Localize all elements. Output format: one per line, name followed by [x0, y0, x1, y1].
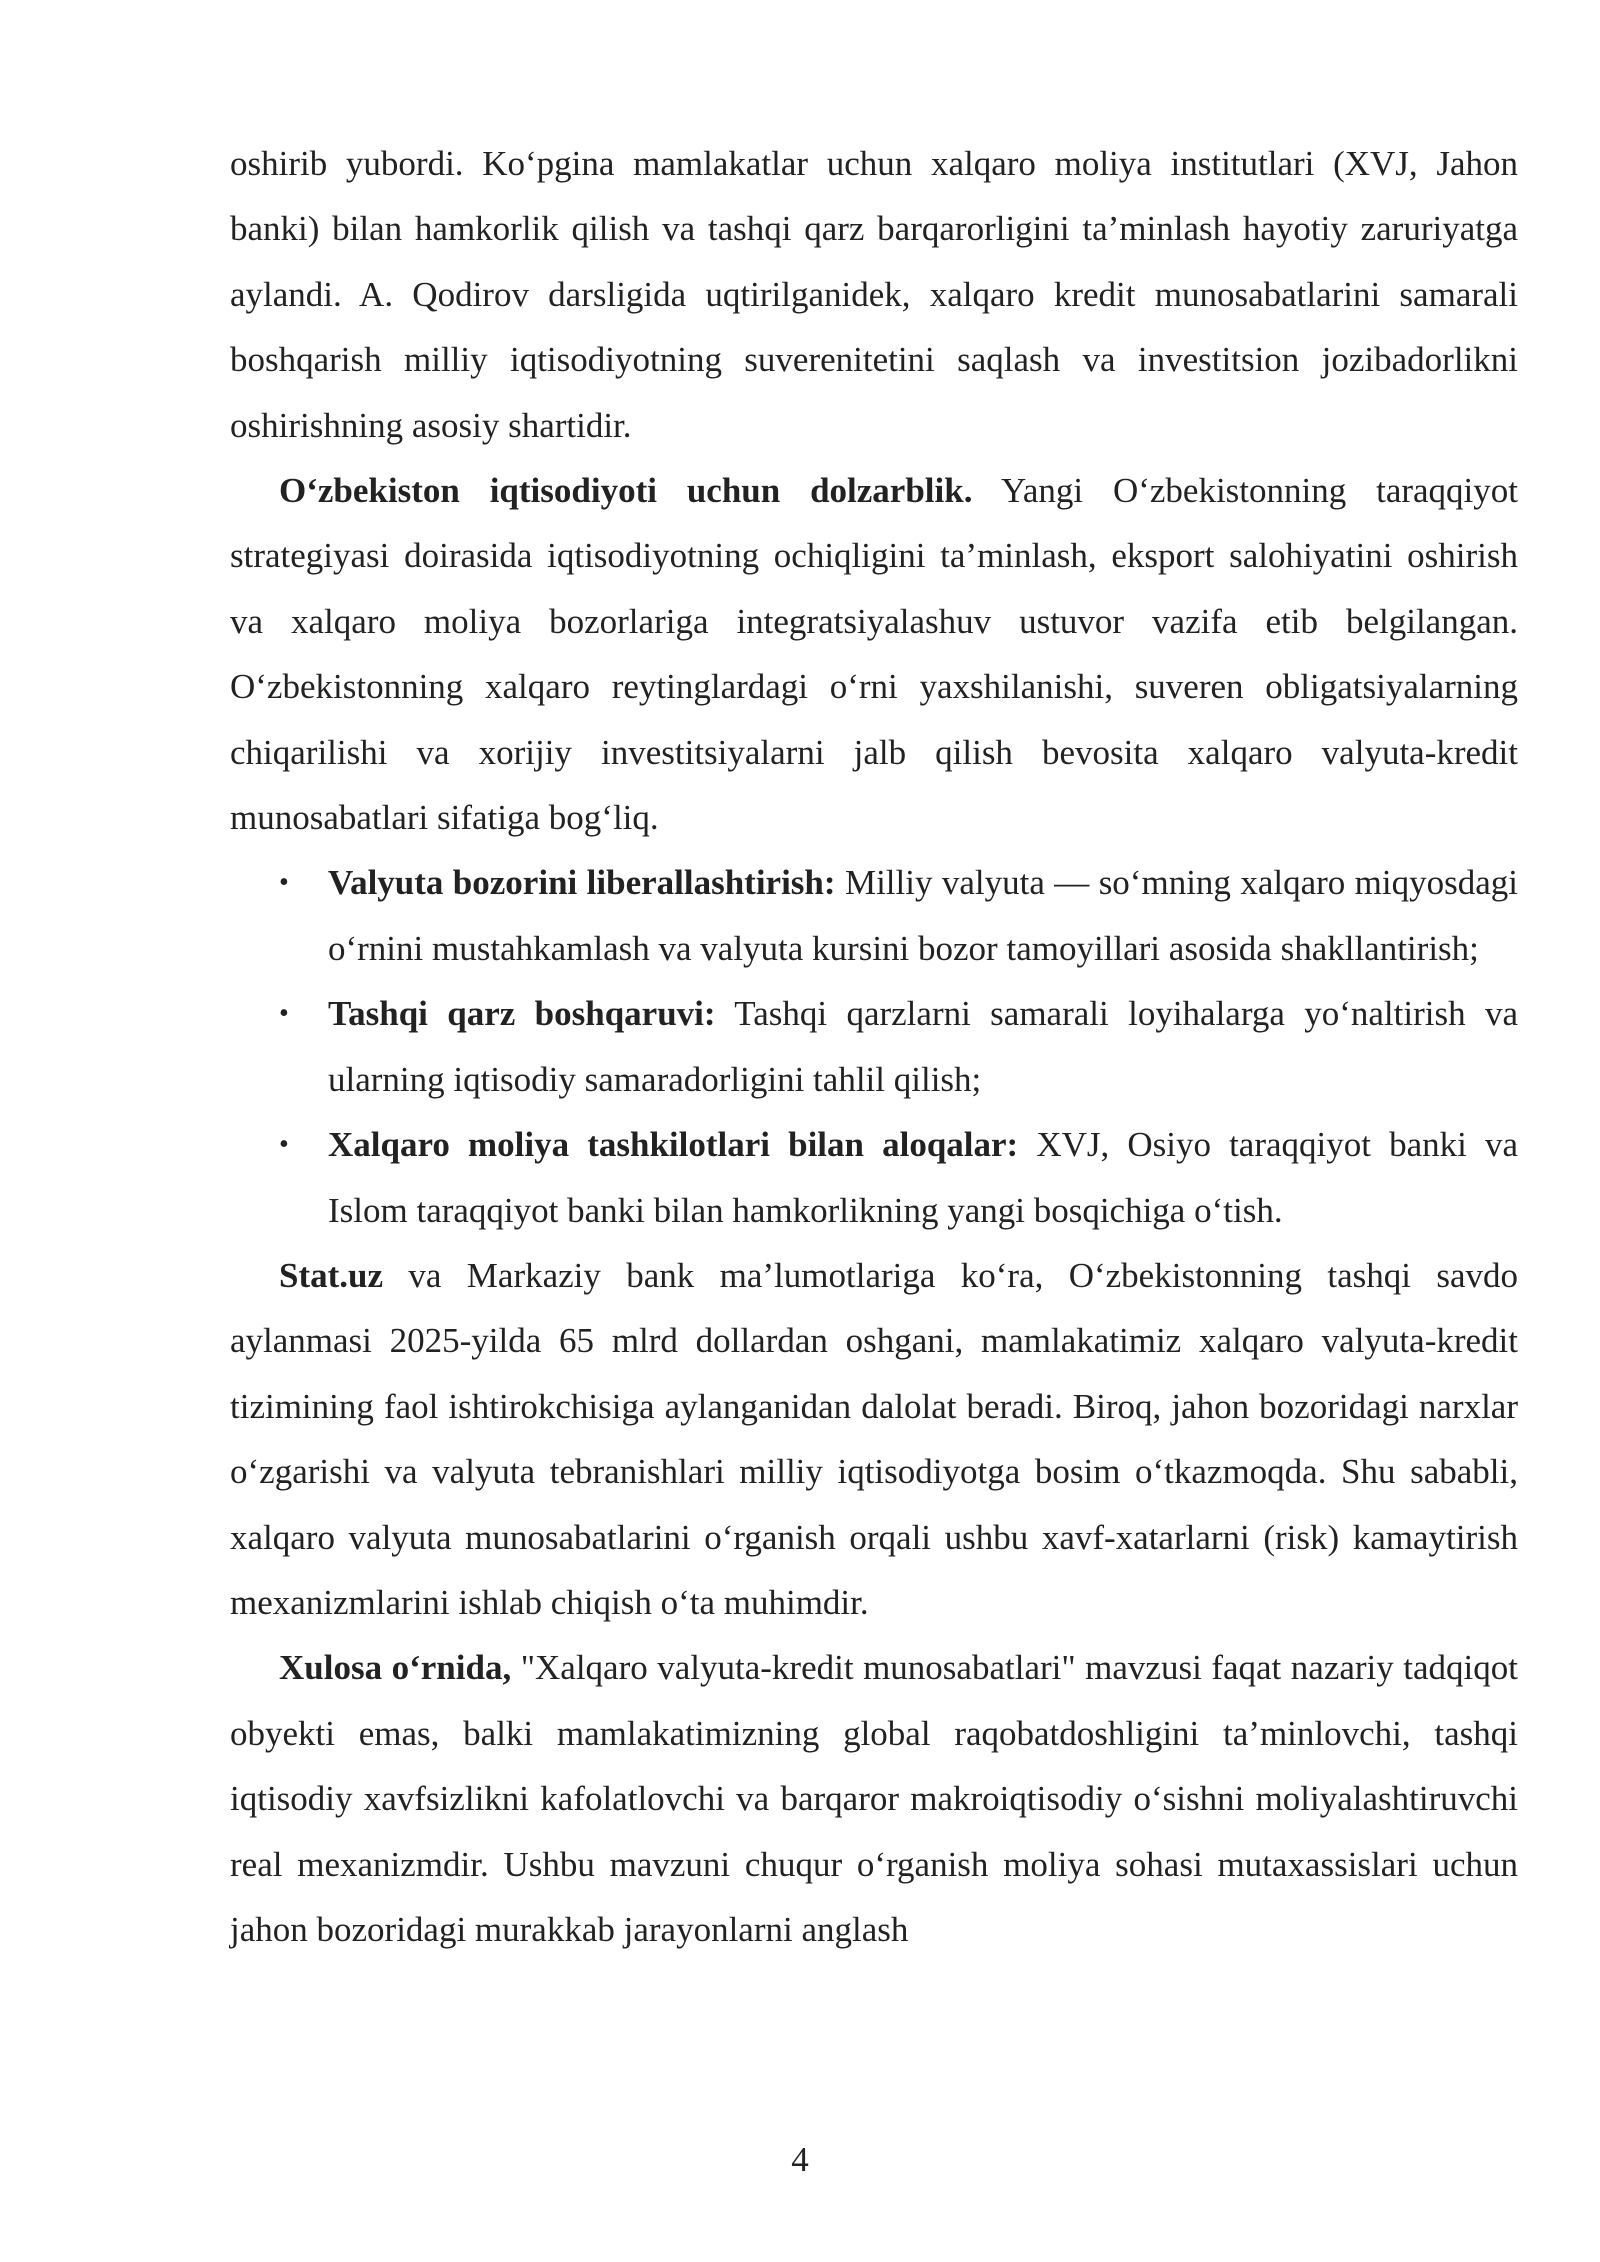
paragraph-intro	[230, 131, 1518, 458]
paragraph-statistics-text: va Markaziy bank ma’lumotlariga ko‘ra, O‘zbekistonning tashqi savdo aylanmasi 2025-yilda 65 mlrd dollardan oshgani, mamlakatimiz xalqaro valyuta-kredit tizimining faol ishtirokchisiga aylanganidan dalolat beradi. Biroq, jahon bozoridagi narxlar o‘zgarishi va valyuta tebranishlari milliy iqtisodiyotga bosim o‘tkazmoqda. Shu sababli, xalqaro valyuta munosabatlarini o‘rganish orqali ushbu xavf-xatarlarni (risk) kamaytirish mexanizmlarini ishlab chiqish o‘ta muhimdir.	[230, 1255, 1518, 1622]
bullet-marker: •	[279, 867, 289, 899]
list-item-text: Milliy valyuta — so‘mning xalqaro miqyosdagi o‘rnini mustahkamlash va valyuta kursini bozor tamoyillari asosida shakllantirish;	[328, 863, 1518, 968]
list-item	[279, 1112, 1519, 1243]
list-item-heading: Valyuta bozorini liberallashtirish:	[328, 863, 836, 903]
paragraph-conclusion-text: "Xalqaro valyuta-kredit munosabatlari" mavzusi faqat nazariy tadqiqot obyekti emas, balki mamlakatimizning global raqobatdoshligini ta’minlovchi, tashqi iqtisodiy xavfsizlikni kafolatlovchi va barqaror makroiqtisodiy o‘sishni moliyalashtiruvchi real mexanizmdir. Ushbu mavzuni chuqur o‘rganish moliya sohasi mutaxassislari uchun jahon bozoridagi murakkab jarayonlarni anglash	[230, 1648, 1518, 1949]
paragraph-statistics-source: Stat.uz	[279, 1255, 384, 1295]
bullet-list	[230, 850, 1518, 1242]
list-item	[279, 850, 1518, 981]
paragraph-statistics	[230, 1243, 1518, 1635]
list-item-text: Tashqi qarzlarni samarali loyihalarga yo‘naltirish va ularning iqtisodiy samaradorligini tahlil qilish;	[328, 994, 1519, 1099]
document-page	[230, 131, 1518, 1962]
page-number: 4	[791, 2140, 809, 2179]
list-item-text: XVJ, Osiyo taraqqiyot banki va Islom taraqqiyot banki bilan hamkorlikning yangi bosqichiga o‘tish.	[328, 1125, 1519, 1230]
paragraph-intro-text: oshirib yubordi. Ko‘pgina mamlakatlar uchun xalqaro moliya institutlari (XVJ, Jahon banki) bilan hamkorlik qilish va tashqi qarz barqarorligini ta’minlash hayotiy zaruriyatga aylandi. A. Qodirov darsligida uqtirilganidek, xalqaro kredit munosabatlarini samarali boshqarish milliy iqtisodiyotning suverenitetini saqlash va investitsion jozibadorlikni oshirishning asosiy shartidir.	[230, 144, 1518, 445]
paragraph-relevance-text: Yangi O‘zbekistonning taraqqiyot strategiyasi doirasida iqtisodiyotning ochiqligini ta’minlash, eksport salohiyatini oshirish va xalqaro moliya bozorlariga integratsiyalashuv ustuvor vazifa etib belgilangan. O‘zbekistonning xalqaro reytinglardagi o‘rni yaxshilanishi, suveren obligatsiyalarning chiqarilishi va xorijiy investitsiyalarni jalb qilish bevosita xalqaro valyuta-kredit munosabatlari sifatiga bog‘liq.	[230, 471, 1518, 838]
bullet-marker: •	[279, 998, 289, 1030]
paragraph-relevance	[230, 458, 1518, 850]
list-item-heading: Xalqaro moliya tashkilotlari bilan aloqalar:	[328, 1125, 1019, 1165]
paragraph-relevance-heading: O‘zbekiston iqtisodiyoti uchun dolzarblik.	[279, 471, 973, 511]
list-item	[279, 981, 1519, 1112]
list-item-heading: Tashqi qarz boshqaruvi:	[328, 994, 716, 1034]
paragraph-conclusion-heading: Xulosa o‘rnida,	[279, 1648, 512, 1688]
paragraph-conclusion	[230, 1635, 1518, 1962]
bullet-marker: •	[279, 1129, 289, 1161]
